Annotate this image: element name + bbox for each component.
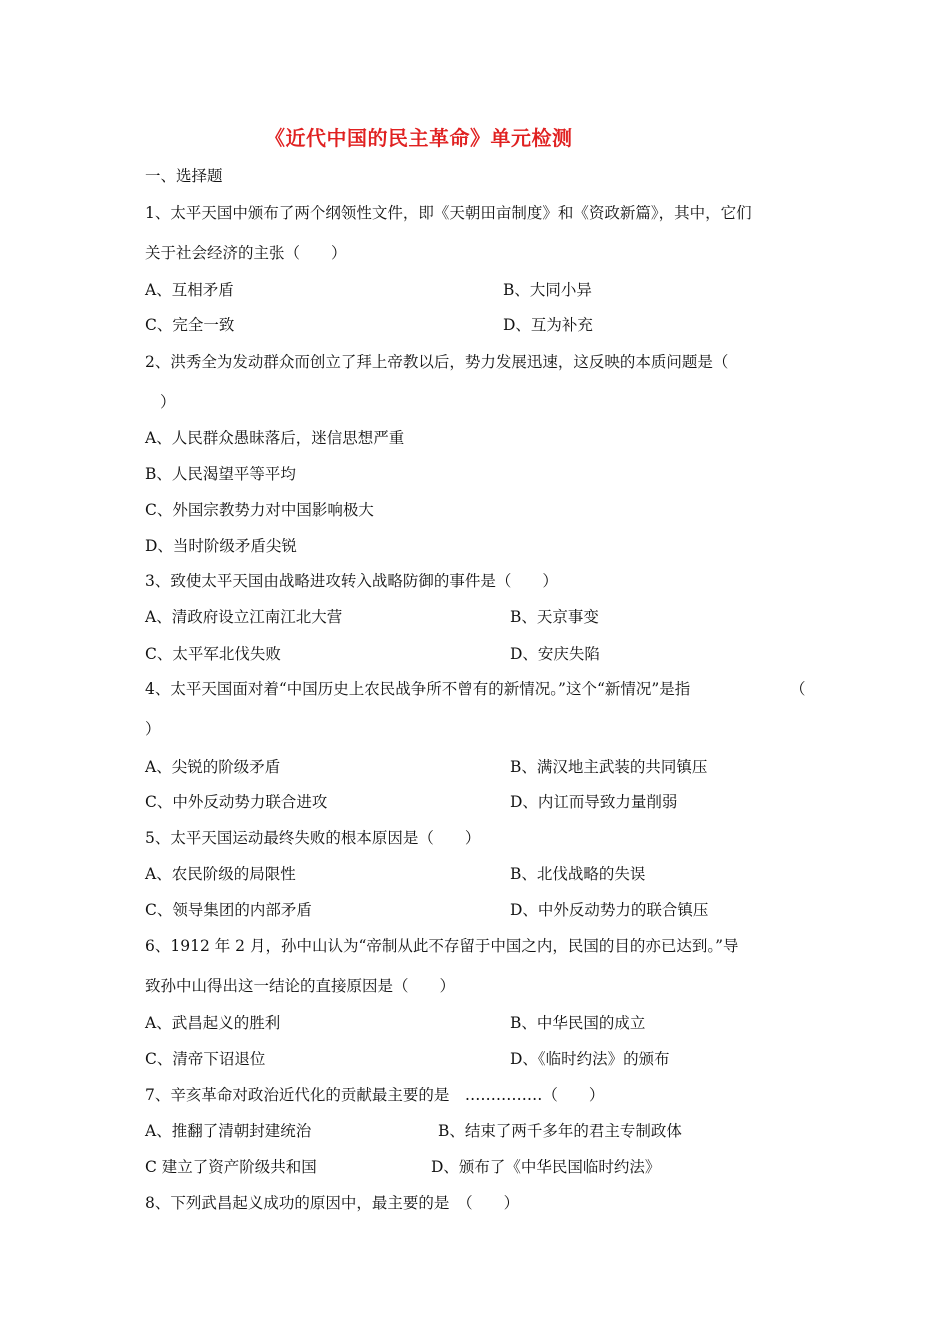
question-2-text: 2、洪秀全为发动群众而创立了拜上帝教以后，势力发展迅速，这反映的本质问题是（ (145, 353, 729, 371)
question-7-option-b: B、结束了两千多年的君主专制政体 (438, 1122, 682, 1140)
section-heading: 一、选择题 (145, 167, 223, 185)
question-6-option-b: B、中华民国的成立 (510, 1014, 646, 1032)
question-5-option-b: B、北伐战略的失误 (510, 865, 646, 883)
question-4-option-c: C、中外反动势力联合进攻 (145, 793, 328, 811)
question-5-option-d: D、中外反动势力的联合镇压 (510, 901, 709, 919)
question-3-option-b: B、天京事变 (510, 608, 599, 626)
question-6-option-c: C、清帝下诏退位 (145, 1050, 266, 1068)
question-2-option-d: D、当时阶级矛盾尖锐 (145, 537, 297, 555)
question-4-text-cont: ） (145, 720, 161, 738)
question-2-text-cont: ） (160, 393, 176, 411)
question-7-option-d: D、颁布了《中华民国临时约法》 (431, 1158, 661, 1176)
question-4-option-b: B、满汉地主武装的共同镇压 (510, 758, 708, 776)
question-1-option-d: D、互为补充 (503, 316, 593, 334)
question-2-option-a: A、人民群众愚昧落后，迷信思想严重 (145, 429, 405, 447)
question-6-text: 6、1912 年 2 月，孙中山认为“帝制从此不存留于中国之内，民国的目的亦已达到。”导 (145, 937, 739, 955)
question-4-option-a: A、尖锐的阶级矛盾 (145, 758, 281, 776)
question-3-option-a: A、清政府设立江南江北大营 (145, 608, 343, 626)
question-4-text: 4、太平天国面对着“中国历史上农民战争所不曾有的新情况。”这个“新情况”是指 (145, 680, 691, 698)
question-3-option-d: D、安庆失陷 (510, 645, 600, 663)
question-5-option-a: A、农民阶级的局限性 (145, 865, 296, 883)
question-7-option-a: A、推翻了清朝封建统治 (145, 1122, 312, 1140)
question-1-option-c: C、完全一致 (145, 316, 235, 334)
question-6-option-a: A、武昌起义的胜利 (145, 1014, 281, 1032)
question-3-text: 3、致使太平天国由战略进攻转入战略防御的事件是（ ） (145, 572, 558, 590)
question-7-option-c: C 建立了资产阶级共和国 (145, 1158, 317, 1176)
question-4-paren: （ (790, 680, 806, 698)
question-5-option-c: C、领导集团的内部矛盾 (145, 901, 312, 919)
question-3-option-c: C、太平军北伐失败 (145, 645, 281, 663)
document-title: 《近代中国的民主革命》单元检测 (265, 126, 573, 150)
question-1-option-b: B、大同小异 (503, 281, 592, 299)
question-7-text: 7、辛亥革命对政治近代化的贡献最主要的是 ……………（ ） (145, 1086, 605, 1104)
question-2-option-c: C、外国宗教势力对中国影响极大 (145, 501, 374, 519)
question-6-option-d: D、《临时约法》的颁布 (510, 1050, 670, 1068)
question-8-text: 8、下列武昌起义成功的原因中，最主要的是 （ ） (145, 1194, 520, 1212)
question-5-text: 5、太平天国运动最终失败的根本原因是（ ） (145, 829, 481, 847)
question-4-option-d: D、内讧而导致力量削弱 (510, 793, 678, 811)
question-1-text-cont: 关于社会经济的主张（ ） (145, 244, 347, 262)
question-1-option-a: A、互相矛盾 (145, 281, 234, 299)
question-2-option-b: B、人民渴望平等平均 (145, 465, 296, 483)
question-1-text: 1、太平天国中颁布了两个纲领性文件，即《天朝田亩制度》和《资政新篇》，其中，它们 (145, 204, 752, 222)
question-6-text-cont: 致孙中山得出这一结论的直接原因是（ ） (145, 977, 456, 995)
